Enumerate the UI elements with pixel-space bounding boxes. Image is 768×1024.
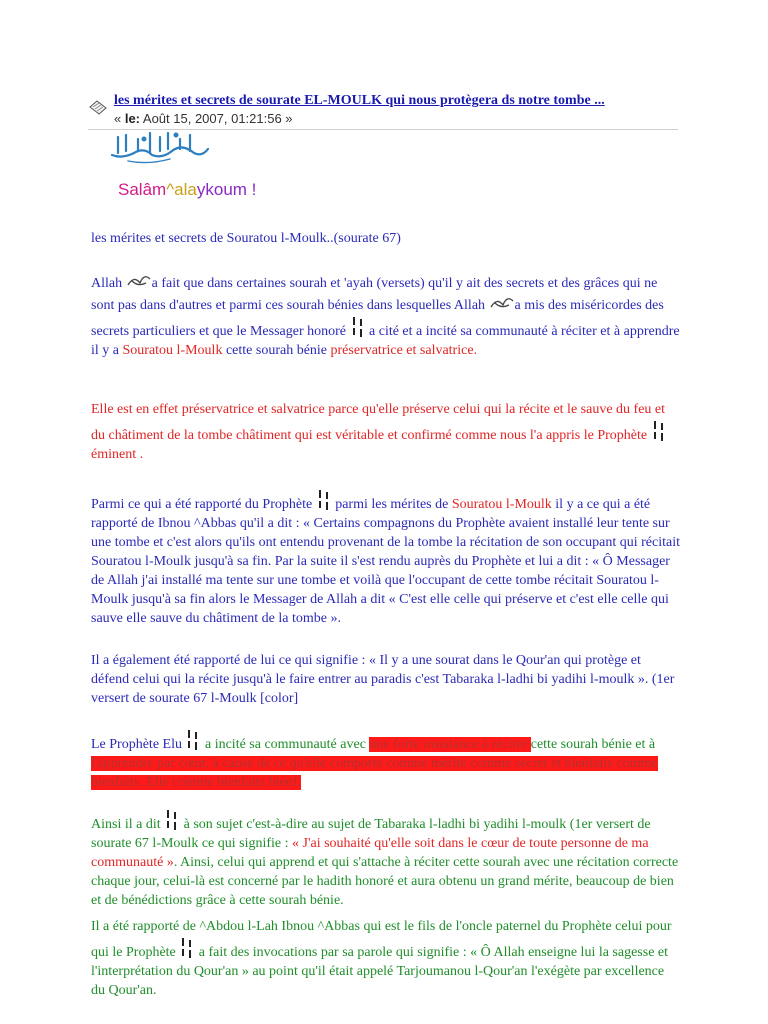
post-icon (88, 99, 108, 115)
sallallahu-icon (316, 488, 332, 512)
azza-wa-jall-icon (489, 293, 515, 311)
paragraph-intro: les mérites et secrets de Souratou l-Moulk..(sourate 67) (91, 231, 401, 246)
paragraph-4: Il a également été rapporté de lui ce qui signifie : « Il y a une sourat dans le Qour'an qui protège et défend celui qui la récite jusqu'à le faire entrer au paradis c'est Tabaraka l-ladhi bi yadihi l-moulk ». (1er versert de sourate 67 l-Moulk [color] (91, 653, 675, 706)
azza-wa-jall-icon (126, 271, 152, 289)
sallallahu-icon (350, 315, 366, 339)
sallallahu-icon (185, 728, 201, 752)
sallallahu-icon (179, 936, 195, 960)
paragraph-5: Le Prophète Elu a incité sa communauté avec une forte insistance à réciter cette sourah bénie et à l'apprendre par cœur, à cause de ce qu'elle comporte comme mérite comme secret et bienfaits comme bienfaits. Elle comme bienfaits bienf. (91, 728, 681, 792)
sallallahu-icon (164, 808, 180, 832)
post-title-link[interactable]: les mérites et secrets de sourate EL-MOULK qui nous protègera ds notre tombe ... (114, 93, 605, 108)
paragraph-7: Il a été rapporté de ^Abdou l-Lah Ibnou ^Abbas qui est le fils de l'oncle paternel du Prophète celui pour qui le Prophète a fait des invocations par sa parole qui signifie : « Ô Allah enseigne lui la sagesse et l'interprétation du Qour'an » au point qu'il était appelé Tarjoumanou l-Qour'an l'exégète par excellence du Qour'an. (91, 919, 672, 998)
paragraph-2: Elle est en effet préservatrice et salvatrice parce qu'elle préserve celui qui la récite et le sauve du feu et du châtiment de la tombe châtiment qui est véritable et confirmé comme nous l'a appris le Prophète éminent . (91, 402, 666, 462)
paragraph-6: Ainsi il a dit à son sujet c'est-à-dire au sujet de Tabaraka l-ladhi bi yadihi l-moulk (1er versert de sourate 67 l-Moulk ce qui signifie : « J'ai souhaité qu'elle soit dans le cœur de toute personne de ma communauté ». Ainsi, celui qui apprend et qui s'attache à réciter cette sourah avec une récitation correcte chaque jour, celui-là est concerné par le hadith honoré et aura obtenu un grand mérite, beaucoup de bien et de bénédictions grâce à cette sourah bénie. (91, 808, 681, 910)
paragraph-3: Parmi ce qui a été rapporté du Prophète parmi les mérites de Souratou l-Moulk il y a ce qui a été rapporté de Ibnou ^Abbas qu'il a dit : « Certains compagnons du Prophète avaient installé leur tente sur une tombe et c'est alors qu'ils ont entendu provenant de la tombe la récitation de son occupant qui récitait Souratou l-Moulk jusqu'à sa fin. Par la suite il s'est rendu auprès du Prophète et lui a dit : « Ô Messager de Allah j'ai installé ma tente sur une tombe et voilà que l'occupant de cette tombe récitait Souratou l-Moulk jusqu'à sa fin alors le Messager de Allah a dit « C'est elle celle qui préserve et c'est elle celle qui sauve elle sauve du châtiment de la tombe ». (91, 488, 681, 628)
paragraph-1: Allah a fait que dans certaines sourah et 'ayah (versets) qu'il y ait des secrets et des grâces qui ne sont pas dans d'autres et parmi ces sourah bénies dans lesquelles Allah a mis des miséricordes des secrets particuliers et que le Messager honoré a cité et a incité sa communauté à réciter et à apprendre il y a Souratou l-Moulk cette sourah bénie préservatrice et salvatrice. (91, 271, 681, 360)
post-date: « le: Août 15, 2007, 01:21:56 » (114, 111, 293, 126)
greeting: Salâm^alaykoum ! (118, 180, 257, 199)
basmala-calligraphy-icon (108, 129, 212, 165)
sallallahu-icon (651, 419, 667, 443)
